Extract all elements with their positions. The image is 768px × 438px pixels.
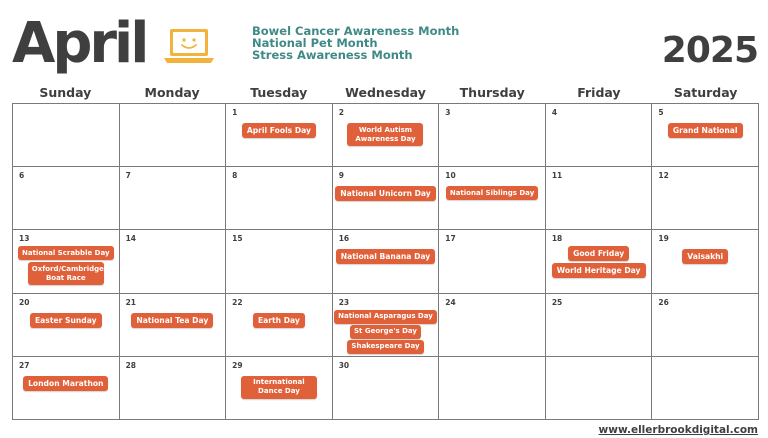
calendar-day-cell[interactable]	[546, 104, 653, 167]
event-badge[interactable]: International Dance Day	[241, 376, 317, 399]
day-events	[13, 376, 119, 391]
calendar-day-cell[interactable]	[546, 167, 653, 230]
weekday-wednesday: Wednesday	[345, 85, 426, 100]
event-badge[interactable]: National Asparagus Day	[334, 310, 437, 324]
day-number: 30	[338, 360, 350, 370]
calendar-day-cell[interactable]	[333, 104, 440, 167]
calendar-day-cell[interactable]	[652, 167, 759, 230]
event-badge[interactable]: World Heritage Day	[552, 263, 646, 278]
event-badge[interactable]: World Autism Awareness Day	[347, 123, 423, 146]
day-number: 18	[551, 234, 563, 244]
calendar-day-cell[interactable]	[13, 357, 120, 420]
day-number: 28	[125, 360, 136, 370]
calendar-day-cell[interactable]	[439, 294, 546, 357]
day-number: 14	[125, 234, 136, 244]
day-number: 7	[125, 171, 131, 181]
footer-website-link[interactable]: www.ellerbrookdigital.com	[598, 424, 758, 436]
day-number: 25	[551, 297, 563, 307]
calendar-day-cell[interactable]	[13, 104, 120, 167]
calendar-day-cell[interactable]	[439, 230, 546, 293]
calendar-day-cell[interactable]	[546, 294, 653, 357]
calendar-day-cell[interactable]	[652, 357, 759, 420]
day-number: 20	[19, 297, 30, 307]
calendar-day-cell[interactable]	[546, 230, 653, 293]
day-number: 8	[232, 171, 238, 181]
day-number: 10	[445, 171, 456, 181]
day-events	[333, 186, 439, 201]
day-events	[652, 123, 758, 138]
day-events	[333, 249, 439, 264]
calendar-day-cell[interactable]	[546, 357, 653, 420]
weekday-monday: Monday	[144, 85, 200, 100]
day-events	[226, 123, 332, 138]
day-number: 9	[338, 171, 344, 181]
event-badge[interactable]: Vaisakhi	[682, 249, 728, 264]
day-number: 19	[658, 234, 669, 244]
awareness-months	[252, 25, 459, 61]
weekday-tuesday: Tuesday	[250, 85, 308, 100]
day-events	[13, 246, 119, 285]
calendar-day-cell[interactable]	[226, 104, 333, 167]
calendar-day-cell[interactable]	[439, 167, 546, 230]
event-badge[interactable]: St George's Day	[350, 325, 421, 339]
calendar-day-cell[interactable]	[333, 294, 440, 357]
calendar-day-cell[interactable]	[120, 294, 227, 357]
calendar-day-cell[interactable]	[120, 104, 227, 167]
day-number: 11	[551, 171, 563, 181]
calendar-grid	[12, 103, 759, 420]
calendar-day-cell[interactable]	[120, 167, 227, 230]
day-number: 22	[232, 297, 243, 307]
day-number: 24	[445, 297, 456, 307]
day-number: 29	[232, 360, 243, 370]
day-number: 13	[19, 234, 30, 244]
calendar-day-cell[interactable]	[439, 104, 546, 167]
calendar-day-cell[interactable]	[333, 167, 440, 230]
calendar-day-cell[interactable]	[226, 294, 333, 357]
event-badge[interactable]: National Banana Day	[336, 249, 435, 264]
day-number: 2	[338, 108, 344, 117]
calendar-day-cell[interactable]	[13, 167, 120, 230]
day-number: 12	[658, 171, 669, 181]
event-badge[interactable]: Good Friday	[568, 246, 629, 261]
day-events	[439, 186, 545, 200]
day-number: 15	[232, 234, 243, 244]
month-title: April	[12, 11, 147, 76]
awareness-item: Bowel Cancer Awareness Month	[252, 24, 460, 38]
calendar-day-cell[interactable]	[652, 294, 759, 357]
day-number: 4	[551, 108, 558, 117]
event-badge[interactable]: London Marathon	[23, 376, 108, 391]
day-number: 3	[445, 108, 451, 117]
event-badge[interactable]: Earth Day	[253, 313, 305, 328]
calendar-day-cell[interactable]	[652, 230, 759, 293]
event-badge[interactable]: Grand National	[668, 123, 743, 138]
year-title: 2025	[661, 30, 758, 71]
day-number: 16	[338, 234, 350, 244]
weekday-header	[12, 84, 759, 102]
event-badge[interactable]: National Siblings Day	[446, 186, 538, 200]
day-events	[652, 249, 758, 264]
weekday-sunday: Sunday	[39, 85, 92, 100]
calendar-day-cell[interactable]	[13, 230, 120, 293]
day-number: 1	[232, 108, 238, 117]
calendar-day-cell[interactable]	[226, 357, 333, 420]
calendar-day-cell[interactable]	[652, 104, 759, 167]
day-events	[333, 123, 439, 146]
event-badge[interactable]: National Unicorn Day	[335, 186, 436, 201]
weekday-saturday: Saturday	[673, 85, 738, 100]
day-events	[226, 313, 332, 328]
event-badge[interactable]: April Fools Day	[242, 123, 316, 138]
calendar-day-cell[interactable]	[333, 357, 440, 420]
day-events	[120, 313, 226, 328]
calendar-day-cell[interactable]	[120, 357, 227, 420]
day-number: 6	[19, 171, 25, 181]
event-badge[interactable]: National Scrabble Day	[18, 246, 114, 260]
weekday-thursday: Thursday	[459, 85, 525, 100]
awareness-item: Stress Awareness Month	[252, 48, 413, 62]
day-number: 5	[658, 108, 664, 117]
smiling-laptop-icon	[162, 28, 216, 66]
day-events	[226, 376, 332, 399]
event-badge[interactable]: Easter Sunday	[30, 313, 102, 328]
calendar-day-cell[interactable]	[439, 357, 546, 420]
event-badge[interactable]: Shakespeare Day	[347, 340, 423, 354]
day-events	[546, 246, 652, 278]
weekday-friday: Friday	[577, 85, 621, 100]
event-badge[interactable]: Oxford/Cambridge Boat Race	[28, 262, 104, 285]
day-events	[333, 310, 439, 354]
calendar-day-cell[interactable]	[120, 230, 227, 293]
event-badge[interactable]: National Tea Day	[131, 313, 213, 328]
calendar-day-cell[interactable]	[226, 230, 333, 293]
day-number: 26	[658, 297, 669, 307]
calendar-day-cell[interactable]	[226, 167, 333, 230]
awareness-item: National Pet Month	[252, 36, 378, 50]
calendar-day-cell[interactable]	[13, 294, 120, 357]
day-events	[13, 313, 119, 328]
day-number: 27	[19, 360, 30, 370]
day-number: 17	[445, 234, 456, 244]
day-number: 21	[125, 297, 136, 307]
day-number: 23	[338, 297, 350, 307]
calendar-day-cell[interactable]	[333, 230, 440, 293]
